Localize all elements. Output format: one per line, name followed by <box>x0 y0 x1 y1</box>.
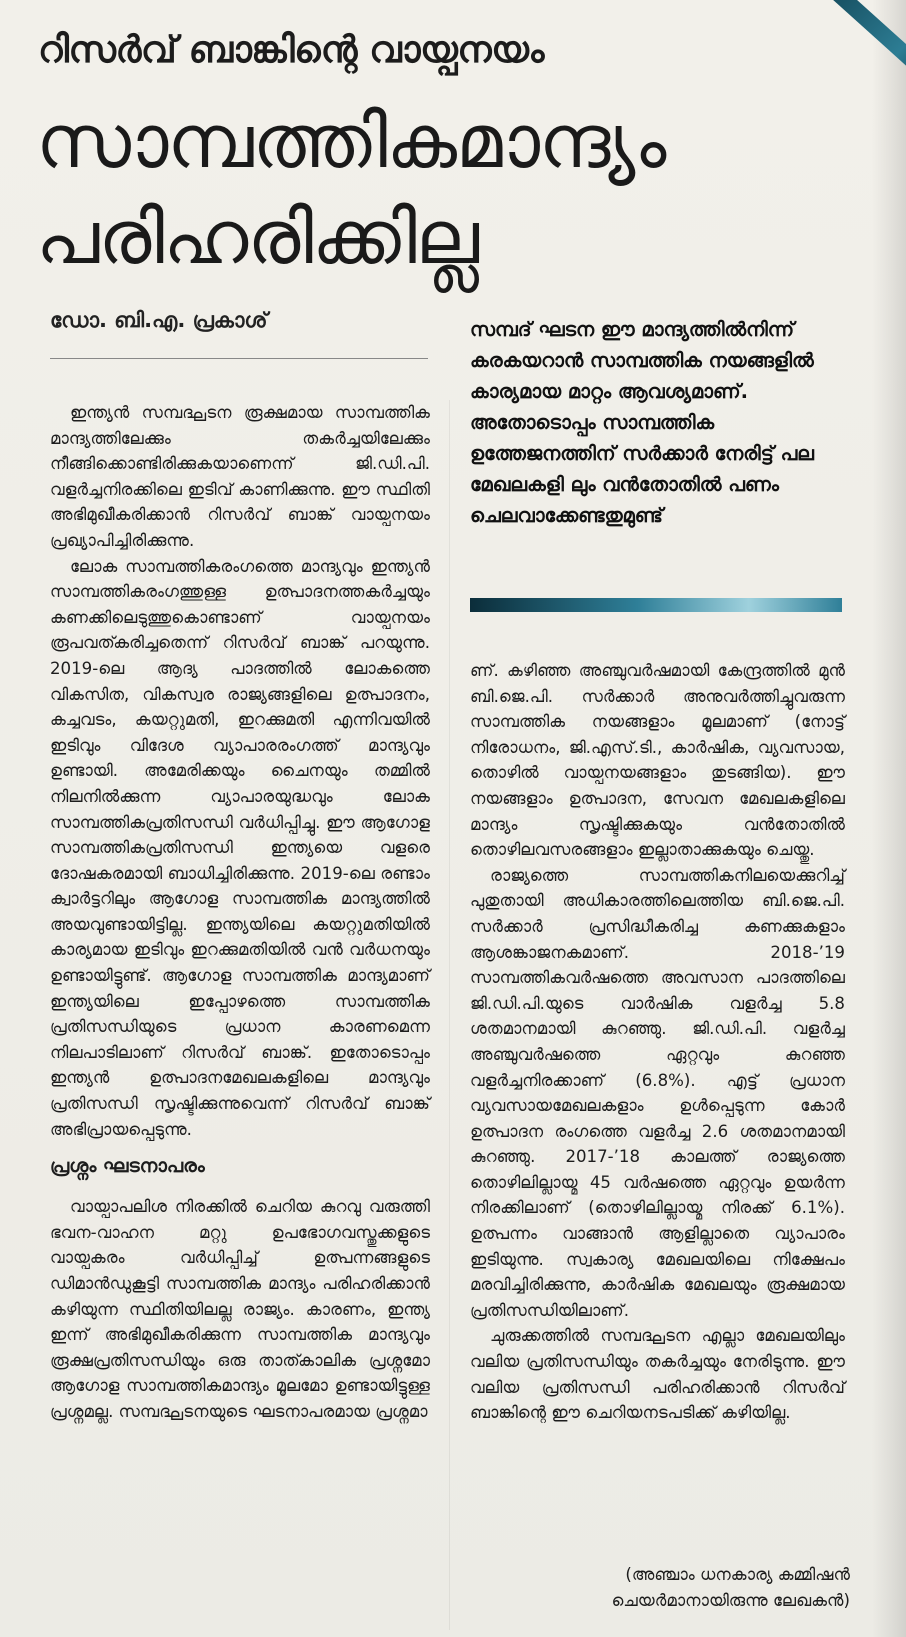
column-gutter <box>449 400 450 1630</box>
adjacent-column-bleed <box>872 0 906 1637</box>
author-note <box>470 1562 850 1614</box>
pull-quote: സമ്പദ് ഘടന ഈ മാന്ദ്യത്തിൽനിന്ന് കരകയറാൻ സാമ്പത്തിക നയങ്ങളിൽ കാര്യമായ മാറ്റം ആവശ്യമാണ്. അതോടൊപ്പം സാമ്പത്തിക ഉത്തേജനത്തിന് സർക്കാർ നേരിട്ട് പല മേഖലകളി ലും വൻതോതിൽ പണം ചെലവാക്കേണ്ടതുമുണ്ട് <box>470 318 814 527</box>
kicker: റിസർവ് ബാങ്കിന്റെ വായ്പനയം <box>38 28 544 71</box>
headline-line-2: പരിഹരിക്കില്ല <box>36 195 478 281</box>
body-column-right <box>470 658 845 1426</box>
byline: ഡോ. ബി.എ. പ്രകാശ് <box>50 308 268 332</box>
body-paragraph: വായ്പാപലിശ നിരക്കിൽ ചെറിയ കുറവു വരുത്തി ഭവന-വാഹന മറ്റു ഉപഭോഗവസ്തുക്കളുടെ വായ്പകരം വർധിപ്പിച്ച് ഉത്പന്നങ്ങളുടെ ഡിമാൻഡുകൂട്ടി സാമ്പത്തിക മാന്ദ്യം പരിഹരിക്കാൻ കഴിയുന്ന സ്ഥിതിയിലല്ല രാജ്യം. കാരണം, ഇന്ത്യ ഇന്ന് അഭിമുഖീകരിക്കുന്ന സാമ്പത്തിക മാന്ദ്യവും രൂക്ഷപ്രതിസന്ധിയും ഒരു താത്കാലിക പ്രശ്നമോ ആഗോള സാമ്പത്തികമാന്ദ്യം മൂലമോ ഉണ്ടായിട്ടുള്ള പ്രശ്നമല്ല. സമ്പദ്ഘടനയുടെ ഘടനാപരമായ പ്രശ്നമാ <box>50 1197 430 1421</box>
author-note-line-1: (അഞ്ചാം ധനകാര്യ കമ്മിഷൻ <box>625 1565 850 1584</box>
section-subhead: പ്രശ്നം ഘടനാപരം <box>50 1155 205 1178</box>
body-paragraph: ചുരുക്കത്തിൽ സമ്പദ്ഘടന എല്ലാ മേഖലയിലും വലിയ പ്രതിസന്ധിയും തകർച്ചയും നേരിടുന്നു. ഈ വലിയ പ്രതിസന്ധി പരിഹരിക്കാൻ റിസർവ് ബാങ്കിന്റെ ഈ ചെറിയനടപടിക്ക് കഴിയില്ല. <box>470 1326 845 1423</box>
corner-accent-stripe <box>796 0 906 70</box>
headline <box>36 94 836 286</box>
byline-divider <box>50 358 428 359</box>
body-paragraph: ഇന്ത്യൻ സമ്പദ്ഘടന രൂക്ഷമായ സാമ്പത്തിക മാന്ദ്യത്തിലേക്കും തകർച്ചയിലേക്കും നീങ്ങിക്കൊണ്ടിരിക്കുകയാണെന്ന് ജി.ഡി.പി. വളർച്ചനിരക്കിലെ ഇടിവ് കാണിക്കുന്നു. ഈ സ്ഥിതി അഭിമുഖീകരിക്കാൻ റിസർവ് ബാങ്ക് വായ്പനയം പ്രഖ്യാപിച്ചിരിക്കുന്നു. <box>50 403 430 550</box>
pull-quote-bar <box>470 598 842 612</box>
body-paragraph: രാജ്യത്തെ സാമ്പത്തികനിലയെക്കുറിച്ച് പുതുതായി അധികാരത്തിലെത്തിയ ബി.ജെ.പി. സർക്കാർ പ്രസിദ്ധീകരിച്ച കണക്കുകളാം ആശങ്കാജനകമാണ്. 2018-’19 സാമ്പത്തികവർഷത്തെ അവസാന പാദത്തിലെ ജി.ഡി.പി.യുടെ വാർഷിക വളർച്ച 5.8 ശതമാനമായി കുറഞ്ഞു. ജി.ഡി.പി. വളർച്ച അഞ്ചുവർഷത്തെ ഏറ്റവും കുറഞ്ഞ വളർച്ചനിരക്കാണ് (6.8%). എട്ട് പ്രധാന വ്യവസായമേഖലകളാം ഉൾപ്പെടുന്ന കോർ ഉത്പാദന രംഗത്തെ വളർച്ച 2.6 ശതമാനമായി കുറഞ്ഞു. 2017-’18 കാലത്ത് രാജ്യത്തെ തൊഴിലില്ലായ്മ 45 വർഷത്തെ ഏറ്റവും ഉയർന്ന നിരക്കിലാണ് (തൊഴിലില്ലായ്മ നിരക്ക് 6.1%). ഉത്പന്നം വാങ്ങാൻ ആളില്ലാതെ വ്യാപാരം ഇടിയുന്നു. സ്വകാര്യ മേഖലയിലെ നിക്ഷേപം മരവിച്ചിരിക്കുന്നു, കാർഷിക മേഖലയും രൂക്ഷമായ പ്രതിസന്ധിയിലാണ്. <box>470 865 845 1320</box>
headline-line-1: സാമ്പത്തികമാന്ദ്യം <box>36 99 666 185</box>
body-paragraph: ണ്. കഴിഞ്ഞ അഞ്ചുവർഷമായി കേന്ദ്രത്തിൽ മുൻ ബി.ജെ.പി. സർക്കാർ അനുവർത്തിച്ചുവരുന്ന സാമ്പത്തിക നയങ്ങളാം മൂലമാണ് (നോട്ട് നിരോധനം, ജി.എസ്.ടി., കാർഷിക, വ്യവസായ, തൊഴിൽ വായ്പനയങ്ങളാം തുടങ്ങിയ). ഈ നയങ്ങളാം ഉത്പാദന, സേവന മേഖലകളിലെ മാന്ദ്യം സൃഷ്ടിക്കുകയും വൻതോതിൽ തൊഴിലവസരങ്ങളാം ഇല്ലാതാക്കുകയും ചെയ്തു. <box>470 661 845 860</box>
author-note-line-2: ചെയർമാനായിരുന്നു ലേഖകൻ) <box>611 1591 850 1610</box>
body-paragraph: ലോക സാമ്പത്തികരംഗത്തെ മാന്ദ്യവും ഇന്ത്യൻ സാമ്പത്തികരംഗത്തുള്ള ഉത്പാദനത്തകർച്ചയും കണക്കിലെടുത്തുകൊണ്ടാണ് വായ്പനയം രൂപവത്കരിച്ചതെന്ന് റിസർവ് ബാങ്ക് പറയുന്നു. 2019-ലെ ആദ്യ പാദത്തിൽ ലോകത്തെ വികസിത, വികസ്വര രാജ്യങ്ങളിലെ ഉത്പാദനം, കച്ചവടം, കയറ്റുമതി, ഇറക്കുമതി എന്നിവയിൽ ഇടിവും വിദേശ വ്യാപാരരംഗത്ത് മാന്ദ്യവും ഉണ്ടായി. അമേരിക്കയും ചൈനയും തമ്മിൽ നിലനിൽക്കുന്ന വ്യാപാരയുദ്ധവും ലോക സാമ്പത്തികപ്രതിസന്ധി വർധിപ്പിച്ചു. ഈ ആഗോള സാമ്പത്തികപ്രതിസന്ധി ഇന്ത്യയെ വളരെ ദോഷകരമായി ബാധിച്ചിരിക്കുന്നു. 2019-ലെ രണ്ടാം ക്വാർട്ടറിലും ആഗോള സാമ്പത്തിക മാന്ദ്യത്തിൽ അയവുണ്ടായിട്ടില്ല. ഇന്ത്യയിലെ കയറ്റുമതിയിൽ കാര്യമായ ഇടിവും ഇറക്കുമതിയിൽ വൻ വർധനയും ഉണ്ടായിട്ടുണ്ട്. ആഗോള സാമ്പത്തിക മാന്ദ്യമാണ് ഇന്ത്യയിലെ ഇപ്പോഴത്തെ സാമ്പത്തിക പ്രതിസന്ധിയുടെ പ്രധാന കാരണമെന്ന നിലപാടിലാണ് റിസർവ് ബാങ്ക്. ഇതോടൊപ്പം ഇന്ത്യൻ ഉത്പാദനമേഖലകളിലെ മാന്ദ്യവും പ്രതിസന്ധി സൃഷ്ടിക്കുന്നുവെന്ന് റിസർവ് ബാങ്ക് അഭിപ്രായപ്പെടുന്നു. <box>50 556 430 1139</box>
body-column-left <box>50 400 430 1425</box>
